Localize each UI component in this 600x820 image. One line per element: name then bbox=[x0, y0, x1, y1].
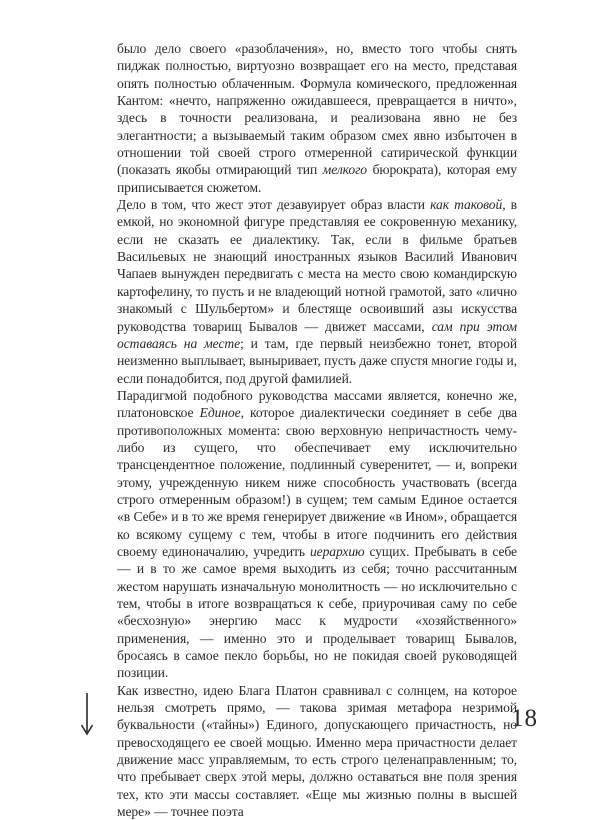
text-run: Как известно, идею Блага Платон сравнивал с солнцем, на которое нельзя смотреть прямо, — такова зримая метафора незримой буквальности («тайны») Единого, допускающего причастность, но превосходящего ее своей мощью. Именно мера причастности делает движение масс управляемым, то есть строго целенаправленным; то, что пребывает сверх этой меры, должно оставаться вне поля зрения тех, кто эти массы составляет. «Еще мы жизнью полны в высшей мере» — точнее поэта bbox=[117, 682, 517, 820]
text-run: ; и там, где первый неизбежно тонет, второй неизменно выплывает, выныривает, пусть даже спустя многие годы и, если понадобится, под другой фамилией. bbox=[117, 335, 517, 386]
italic-text: иерархию bbox=[309, 543, 365, 559]
text-run: бюрократа), которая ему приписывается сюжетом. bbox=[117, 162, 517, 195]
paragraph bbox=[117, 40, 517, 196]
italic-text: как таковой bbox=[430, 197, 503, 213]
paragraph bbox=[117, 196, 517, 387]
text-run: Парадигмой подобного руководства массами является, конечно же, платоновское bbox=[117, 387, 517, 421]
text-run: было дело своего «разоблачения», но, вместо того чтобы снять пиджак полностью, виртуозно возвращает его на место, представая опять полностью облаченным. Формула комического, предложенная Кантом: «нечто, напряженно ожидавшееся, превращается в ничто», здесь в точности реализована, и реализована явно не без элегантности; а вызываемый таким образом смех явно избыточен в отношении той своей строго отмеренной сатирической функции (показать якобы отмирающий тип bbox=[117, 41, 517, 178]
italic-text: Единое bbox=[199, 405, 241, 421]
italic-text: сам при этом оставаясь на месте bbox=[117, 318, 517, 351]
paragraph bbox=[117, 682, 517, 820]
body-text bbox=[117, 40, 517, 820]
text-run: , в емкой, но экономной фигуре представляя ее сокровенную механику, если не сказать ее диалектику. Так, если в фильме братьев Васильевых не знающий иностранных языков Василий Иванович Чапаев вынужден передвигать с места на место свою командирскую картофелину, то пусть и не владеющий нотной грамотой, зато «лично знакомый с Шульбертом» и блестяще освоивший азы искусства руководства товарищ Бывалов — движет массами, bbox=[117, 197, 517, 334]
paragraph bbox=[117, 387, 517, 682]
down-arrow-icon bbox=[80, 692, 94, 736]
text-run: сущих. Пребывать в себе — и в то же самое время выходить из себя; точно рассчитанным жестом нарушать изначальную монолитность — но исключительно с тем, чтобы в итоге возвращаться к себе, приурочивая саму по себе «бесхозную» энергию масс к мудрости «хозяйственного» применения, — именно это и проделывает товарищ Бывалов, бросаясь в самое пекло борьбы, но не покидая своей руководящей позиции. bbox=[117, 543, 517, 681]
text-run: , которое диалектически соединяет в себе два противоположных момента: свою верховную непричастность чему-либо из сущего, что обеспечивает ему исключительно трансцендентное положение, подлинный суверенитет, — и, вопреки этому, учрежденную никем ниже способность участвовать (всегда строго отмеренным образом!) в сущем; тем самым Единое остается «в Себе» и в то же время генерирует движение «в Ином», обращается ко всякому сущему с тем, чтобы в итоге подчинить его действия своему единоначалию, учредить bbox=[117, 405, 517, 559]
page-number: 18 bbox=[511, 705, 538, 732]
italic-text: мелкого bbox=[322, 162, 368, 178]
text-run: Дело в том, что жест этот дезавуирует образ власти bbox=[117, 197, 431, 213]
